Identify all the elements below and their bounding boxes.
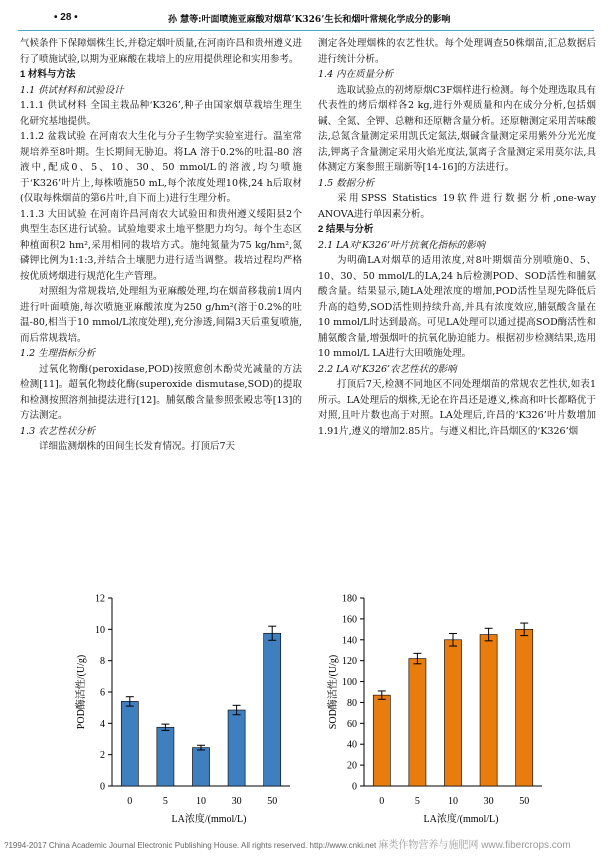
header-rule	[18, 30, 594, 31]
y-tick-label: 120	[342, 656, 357, 668]
paragraph: 测定各处理烟株的农艺性状。每个处理调查50株烟苗,汇总数据后进行统计分析。	[318, 38, 596, 65]
y-tick-label: 100	[342, 677, 357, 689]
x-tick-label: 5	[162, 796, 168, 807]
paragraph: 气候条件下保障烟株生长,并稳定烟叶质量,在河南许昌和贵州遵义进行了喷施试验,以期为亚麻酸在栽培上的应用提供理论和实用参考。	[20, 38, 302, 65]
y-axis-label: SOD酶活性/(U/g)	[328, 654, 339, 730]
bar	[228, 710, 245, 786]
paragraph: 打顶后7天,检测不同地区不同处理烟苗的常规农艺性状,如表1所示。LA处理后的烟株,无论在许昌还是遵义,株高和叶长都略优于对照,且叶片数也高于对照。LA处理后,许昌的‘K326’叶片数增加1.91片,遵义的增加2.85片。与遵义相比,许昌烟区的‘K326’烟	[318, 379, 596, 437]
x-tick-label: 10	[196, 796, 206, 807]
bar	[409, 659, 426, 786]
y-tick-label: 80	[347, 697, 357, 709]
y-tick-label: 140	[342, 635, 357, 647]
left-column	[20, 36, 302, 455]
paragraph: 为明确LA对烟草的适用浓度,对8叶期烟苗分别喷施0、5、10、30、50 mmol/L的LA,24 h后检测POD、SOD活性和脯氨酸含量。结果显示,随LA处理浓度的增加,POD活性呈现先降低后升高的趋势,SOD活性则持续升高,并具有浓度效应,脯氨酸含量在10 mmol/L时达到最高。可见LA处理可以通过提高SOD酶活性和脯氨酸含量,增强烟叶的抗氧化胁迫能力。根据初步检测结果,选用10 mmol/L LA进行大田喷施处理。	[318, 255, 596, 359]
pod-activity-chart	[70, 588, 310, 828]
y-tick-label: 40	[347, 739, 357, 751]
x-tick-label: 50	[519, 796, 530, 807]
paragraph: 1.1.1 供试材料 全国主栽品种‘K326’,种子由国家烟草栽培生理生化研究基地提供。	[20, 100, 302, 127]
subsection-heading: 2.1 LA对‘K326’叶片抗氧化指标的影响	[318, 239, 486, 251]
x-tick-label: 10	[448, 796, 458, 807]
subsection-heading: 1.5 数据分析	[318, 177, 375, 189]
y-tick-label: 4	[100, 718, 105, 730]
x-tick-label: 5	[414, 796, 420, 807]
section-heading: 1 材料与方法	[20, 69, 76, 80]
y-tick-label: 60	[347, 718, 357, 730]
x-tick-label: 30	[483, 796, 494, 807]
watermark-text: 麻类作物营养与施肥网 www.fibercrops.com	[378, 840, 571, 851]
x-tick-label: 0	[379, 796, 385, 807]
sod-activity-chart	[322, 588, 562, 828]
x-tick-label: 30	[231, 796, 242, 807]
paragraph: 过氧化物酶(peroxidase,POD)按照愈创木酚荧光减量的方法检测[11]。超氧化物歧化酶(superoxide dismutase,SOD)的提取和检测按照溶剂抽提法进行[12]。脯氨酸含量参照张殿忠等[13]的方法测定。	[20, 363, 302, 421]
chart-svg	[322, 588, 562, 828]
bar	[516, 629, 533, 786]
right-column	[318, 36, 596, 439]
section-heading: 2 结果与分析	[318, 224, 374, 235]
page-header	[18, 8, 594, 30]
subsection-heading: 1.2 生理指标分析	[20, 348, 96, 359]
paragraph: 1.1.2 盆栽试验 在河南农大生化与分子生物学实验室进行。温室常规培养至8叶期。生长期间无胁迫。将LA 溶于0.2%的吐温-80 溶液中,配成0、5、10、30、50 mmol/L的溶液,均匀喷施于‘K326’叶片上,每株喷施50 mL,每个浓度处理10株,24 h后取材(仅取每株烟苗的第6片叶,自下而上)进行生理分析。	[20, 131, 302, 204]
page-footer	[4, 836, 608, 851]
y-tick-label: 2	[100, 750, 105, 762]
x-axis-label: LA浓度/(mmol/L)	[171, 814, 247, 825]
y-tick-label: 0	[100, 781, 105, 793]
paragraph: 详细监测烟株的田间生长发育情况。打顶后7天	[39, 441, 236, 452]
chart-svg	[70, 588, 310, 828]
y-tick-label: 20	[347, 760, 357, 772]
subsection-heading: 1.4 内在质量分析	[318, 69, 394, 80]
y-tick-label: 160	[342, 614, 357, 626]
subsection-heading: 2.2 LA对‘K326’农艺性状的影响	[318, 363, 457, 375]
bar	[192, 748, 209, 786]
y-tick-label: 10	[95, 624, 105, 636]
copyright-line: ?1994-2017 China Academic Journal Electronic Publishing House. All rights reserved. http://www.cnki.net	[4, 841, 377, 850]
subsection-heading: 1.3 农艺性状分析	[20, 425, 96, 437]
bar	[264, 633, 281, 786]
bar	[121, 701, 138, 786]
paragraph: 1.1.3 大田试验 在河南许昌河南农大试验田和贵州遵义绥阳县2个典型生态区进行试验。试验地要求土地平整肥力均匀。每个生态区种植面积2 hm²,采用相同的栽培方式。施纯氮量为75 kg/hm²,氮磷钾比例为1:1:3,并结合土壤肥力进行适当调整。栽培过程均严格按优质烤烟进行规范化生产管理。	[20, 208, 302, 282]
y-tick-label: 12	[95, 593, 105, 605]
y-tick-label: 6	[100, 687, 105, 699]
y-tick-label: 180	[342, 593, 357, 605]
bar	[480, 635, 497, 786]
x-axis-label: LA浓度/(mmol/L)	[423, 814, 499, 825]
paragraph: 对照组为常规栽培,处理组为亚麻酸处理,均在烟苗移栽前1周内进行叶面喷施,每次喷施亚麻酸浓度为250 g/hm²(溶于0.2%的吐温-80,相当于10 mmol/L浓度处理),充分渗透,间隔3天后重复喷施,而后常规栽培。	[20, 286, 302, 344]
subsection-heading: 1.1 供试材料和试验设计	[20, 84, 124, 96]
x-tick-label: 0	[127, 796, 133, 807]
bar	[444, 640, 461, 786]
page-number: • 28 •	[54, 12, 78, 23]
running-title: 孙 慧等:叶面喷施亚麻酸对烟草‘K326’生长和烟叶常规化学成分的影响	[168, 15, 451, 25]
y-tick-label: 0	[352, 781, 357, 793]
y-tick-label: 8	[100, 656, 105, 668]
bar	[373, 695, 390, 786]
x-tick-label: 50	[267, 796, 278, 807]
y-axis-label: POD酶活性/(U/g)	[76, 654, 87, 730]
paragraph: 采用SPSS Statistics 19软件进行数据分析,one-way ANOVA进行单因素分析。	[318, 193, 596, 220]
paragraph: 选取试验点的初烤原烟C3F烟样进行检测。每个处理选取具有代表性的烤后烟样各2 kg,进行外观质量和内在成分分析,包括烟碱、全氮、全钾、总糖和还原糖含量分析。还原糖测定采用苦味酸法,总氮含量测定采用凯氏定氮法,烟碱含量测定采用紫外分光光度法,钾离子含量测定采用火焰光度法,氯离子含量测定采用莫尔法,具体测定方案参照王瑞新等[14-16]的方法进行。	[318, 84, 596, 173]
bar	[157, 727, 174, 786]
